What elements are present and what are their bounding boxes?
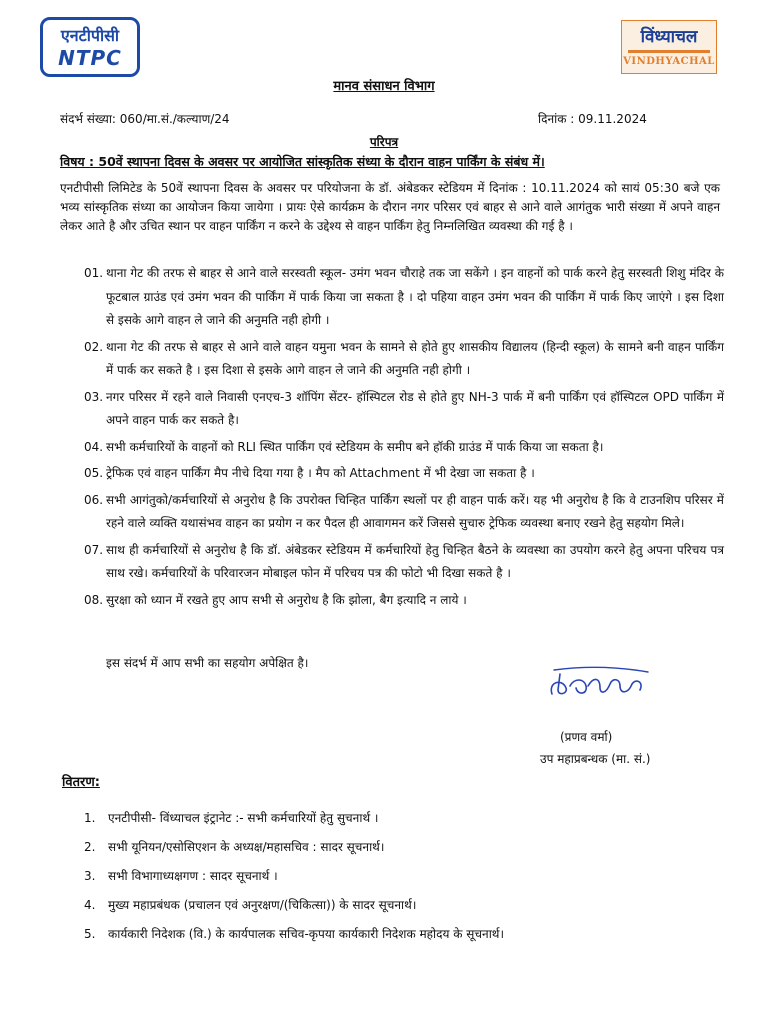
point-text: सभी आगंतुको/कर्मचारियों से अनुरोध है कि उपरोक्त चिन्हित पार्किंग स्थलों पर ही वाहन पार्क करें। यह भी अनुरोध है कि वे टाउनशिप परिसर में रहने वाले व्यक्ति यथासंभव वाहन का प्रयोग न कर पैदल ही आवागमन करें जिससे सुचारु ट्रेफिक व्यवस्था बनाए रखने हेतु सहयोग मिले। [106,492,724,530]
list-item [84,336,724,383]
distribution-list [84,808,724,953]
point-text: साथ ही कर्मचारियों से अनुरोध है कि डॉ. अंबेडकर स्टेडियम में कर्मचारियों हेतु चिन्हित बैठने के व्यवस्था का उपयोग करने हेतु अपना परिचय पत्र साथ रखे। कर्मचारियों के परिवारजन मोबाइल फोन में परिचय पत्र की फोटो भी दिखा सकते है । [106,542,724,580]
list-item [84,539,724,586]
point-number: 08. [84,592,104,607]
circular-title: परिपत्र [369,135,399,149]
point-number: 07. [84,542,104,557]
distribution-text: एनटीपीसी- विंध्याचल इंट्रानेट :- सभी कर्मचारियों हेतु सुचनार्थ । [108,811,379,825]
list-item [84,589,724,613]
distribution-text: सभी विभागाध्यक्षगण : सादर सूचनार्थ । [108,869,278,883]
department-heading: मानव संसाधन विभाग [333,79,435,94]
point-number: 03. [84,389,104,404]
point-number: 04. [84,439,104,454]
point-number: 06. [84,492,104,507]
vindhyachal-logo-hindi: विंध्याचल [640,27,698,47]
point-text: ट्रेफिक एवं वाहन पार्किंग मैप नीचे दिया गया है । मैप को Attachment में भी देखा जा सकता है । [106,466,535,480]
distribution-heading: वितरण: [62,775,100,790]
distribution-text: सभी यूनियन/एसोसिएशन के अध्यक्ष/महासचिव : सादर सूचनार्थ। [108,840,385,854]
parking-points-list [84,262,724,615]
point-text: थाना गेट की तरफ से बाहर से आने वाले वाहन यमुना भवन के सामने से होते हुए शासकीय विद्यालय (हिन्दी स्कूल) के सामने बनी वाहन पार्किंग में पार्क कर सकते है । इस दिशा से इसके आगे वाहन ले जाने की अनुमति नही होगी । [106,339,724,377]
list-item [84,837,724,866]
ntpc-logo-hindi: एनटीपीसी [60,26,120,45]
distribution-number: 2. [84,840,96,854]
distribution-text: मुख्य महाप्रबंधक (प्रचालन एवं अनुरक्षण/(चिकित्सा)) के सादर सूचनार्थ। [108,898,417,912]
logo-divider [628,50,710,53]
list-item [84,808,724,837]
point-number: 01. [84,266,104,280]
point-text: नगर परिसर में रहने वाले निवासी एनएच-3 शॉपिंग सेंटर- हॉस्पिटल रोड से होते हुए NH-3 पार्क में बनी पार्किंग एवं हॉस्पिटल OPD पार्किंग में अपने वाहन पार्क कर सकते है। [106,389,724,427]
distribution-number: 3. [84,869,96,883]
closing-note: इस संदर्भ में आप सभी का सहयोग अपेक्षित है। [106,656,309,670]
handwritten-signature [544,664,654,708]
ntpc-logo [40,17,140,77]
ntpc-logo-english: NTPC [58,46,122,70]
signer-name: (प्रणव वर्मा) [560,730,613,744]
list-item [84,895,724,924]
reference-number: संदर्भ संख्या: 060/मा.सं./कल्याण/24 [60,112,230,126]
list-item [84,262,724,333]
point-number: 05. [84,466,104,480]
list-item [84,462,724,486]
list-item [84,489,724,536]
signer-designation: उप महाप्रबन्धक (मा. सं.) [540,752,651,766]
point-number: 02. [84,339,104,354]
intro-paragraph: एनटीपीसी लिमिटेड के 50वें स्थापना दिवस के अवसर पर परियोजना के डॉ. अंबेडकर स्टेडियम में दिनांक : 10.11.2024 को सायं 05:30 बजे एक भव्य सांस्कृतिक संध्या का आयोजन किया जायेगा । प्रायः ऐसे कार्यक्रम के दौरान नगर परिसर एवं बाहर से आने वाले आगंतुक भारी संख्या में अपने वाहन लेकर आते है और उचित स्थान पर वाहन पार्किंग न करने के उद्देश्य से वाहन पार्किंग हेतु निम्नलिखित व्यवस्था की गई है । [60,181,720,233]
circular-date: दिनांक : 09.11.2024 [538,112,647,126]
point-text: सभी कर्मचारियों के वाहनों को RLI स्थित पार्किंग एवं स्टेडियम के समीप बने हॉकी ग्राउंड में पार्क किया जा सकता है। [106,439,604,454]
vindhyachal-logo-english: VINDHYACHAL [623,56,715,67]
vindhyachal-logo [621,20,717,74]
point-text: सुरक्षा को ध्यान में रखते हुए आप सभी से अनुरोध है कि झोला, बैग इत्यादि न लाये । [106,592,467,607]
distribution-text: कार्यकारी निदेशक (वि.) के कार्यपालक सचिव-कृपया कार्यकारी निदेशक महोदय के सूचनार्थ। [108,927,505,941]
distribution-number: 5. [84,927,96,941]
distribution-number: 1. [84,811,96,825]
subject-line: विषय : 50वें स्थापना दिवस के अवसर पर आयोजित सांस्कृतिक संध्या के दौरान वाहन पार्किंग के संबंध में। [60,154,545,169]
list-item [84,436,724,460]
distribution-number: 4. [84,898,96,912]
point-text: थाना गेट की तरफ से बाहर से आने वाले सरस्वती स्कूल- उमंग भवन चौराहे तक जा सकेंगे । इन वाहनों को पार्क करने हेतु सरस्वती शिशु मंदिर के फूटबाल ग्राउंड एवं उमंग भवन की पार्किंग में पार्क किया जा सकता है । दो पहिया वाहन उमंग भवन की पार्किंग में पार्क किए जाएंगे । इस दिशा से इसके आगे वाहन ले जाने की अनुमति नही होगी । [106,266,724,327]
list-item [84,924,724,953]
list-item [84,386,724,433]
list-item [84,866,724,895]
